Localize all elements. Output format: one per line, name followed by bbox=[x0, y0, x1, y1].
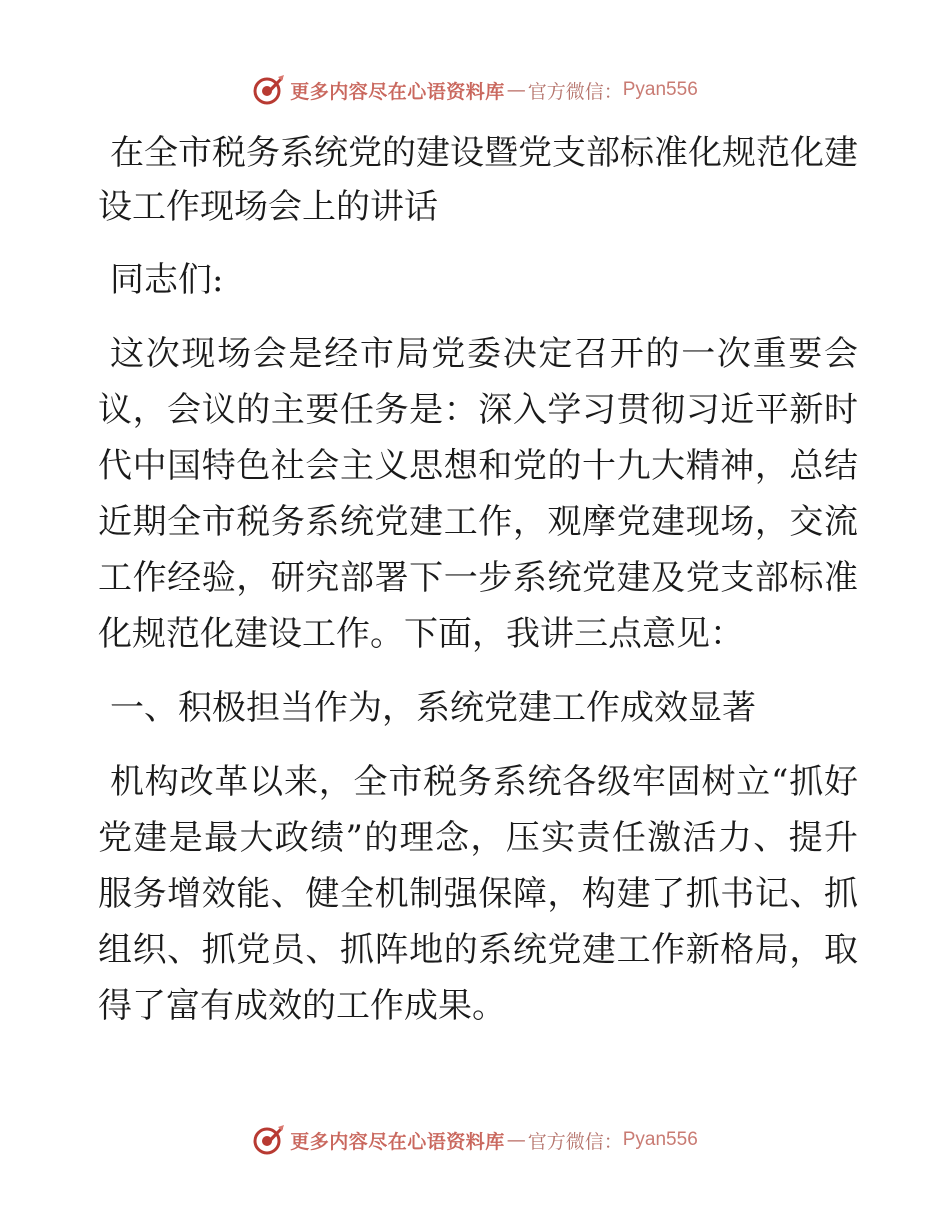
quill-logo-icon bbox=[252, 1123, 286, 1157]
section-heading-1: 一、积极担当作为，系统党建工作成效显著 bbox=[110, 688, 756, 728]
salutation: 同志们: bbox=[110, 260, 224, 300]
watermark-brand: 更多内容尽在心语资料库 bbox=[290, 1130, 505, 1153]
quill-logo-icon bbox=[252, 73, 286, 107]
paragraph-intro: 这次现场会是经市局党委决定召开的一次重要会议，会议的主要任务是：深入学习贯彻习近平新时代中国特色社会主义思想和党的十九大精神，总结近期全市税务系统党建工作，观摩党建现场，交流工作经验，研究部署下一步系统党建及党支部标准化规范化建设工作。下面，我讲三点意见： bbox=[98, 334, 858, 654]
page-title: 在全市税务系统党的建设暨党支部标准化规范化建设工作现场会上的讲话 bbox=[98, 133, 858, 227]
watermark-label: 官方微信： bbox=[527, 1130, 623, 1153]
document-body bbox=[98, 126, 858, 1052]
watermark-dash: — bbox=[506, 79, 526, 101]
watermark-brand: 更多内容尽在心语资料库 bbox=[290, 80, 505, 103]
watermark-id: Pyan556 bbox=[622, 79, 698, 100]
watermark-label: 官方微信： bbox=[527, 80, 623, 103]
watermark-dash: — bbox=[506, 1129, 526, 1151]
paragraph-section-1: 机构改革以来，全市税务系统各级牢固树立“抓好党建是最大政绩”的理念，压实责任激活力、提升服务增效能、健全机制强保障，构建了抓书记、抓组织、抓党员、抓阵地的系统党建工作新格局，取得了富有成效的工作成果。 bbox=[98, 762, 858, 1026]
footer-watermark bbox=[0, 1120, 950, 1160]
watermark-id: Pyan556 bbox=[622, 1129, 698, 1150]
header-watermark bbox=[0, 70, 950, 110]
